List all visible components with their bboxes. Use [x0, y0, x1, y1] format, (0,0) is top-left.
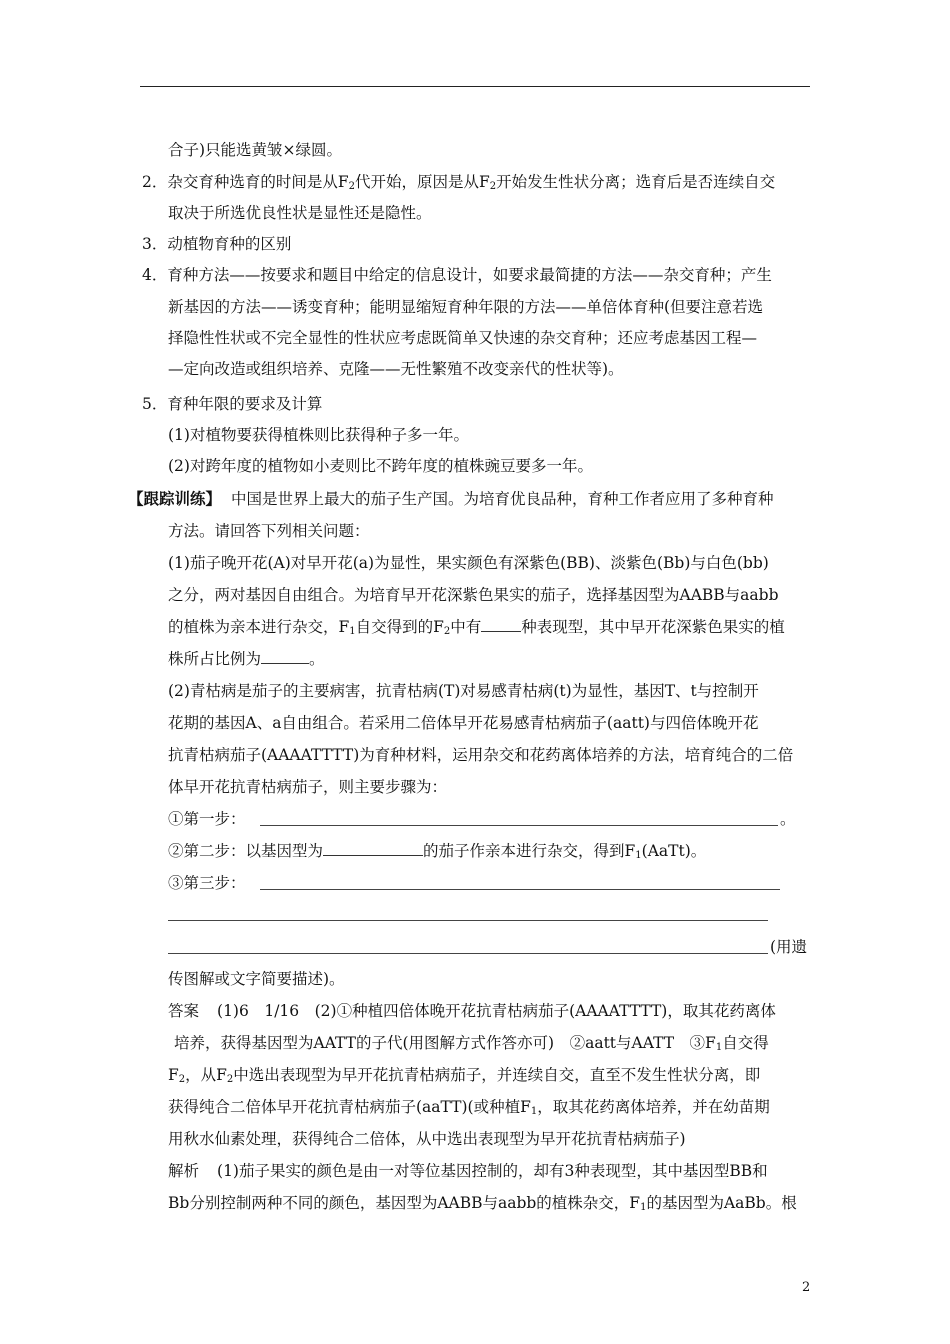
page-number: 2 — [802, 1280, 811, 1295]
text-line: ①第一步： — [168, 810, 246, 828]
answer-blank[interactable] — [323, 841, 423, 856]
text-line: 【跟踪训练】 中国是世界上最大的茄子生产国。为培育优良品种，育种工作者应用了多种育种 — [128, 489, 774, 508]
answer-blank[interactable] — [261, 649, 309, 664]
text-line: 之分，两对基因自由组合。为培育早开花深紫色果实的茄子，选择基因型为AABB与aabb — [168, 586, 779, 604]
text-line: ③第三步： — [168, 874, 246, 892]
text-line: 。 — [780, 810, 796, 828]
text-line: (2)青枯病是茄子的主要病害，抗青枯病(T)对易感青枯病(t)为显性，基因T、t与控制开 — [168, 682, 759, 700]
answer-blank[interactable] — [260, 889, 780, 890]
text-line: 4．育种方法——按要求和题目中给定的信息设计，如要求最简捷的方法——杂交育种；产生 — [142, 266, 772, 284]
header-rule — [140, 86, 810, 87]
text-line: 用秋水仙素处理，获得纯合二倍体，从中选出表现型为早开花抗青枯病茄子) — [168, 1130, 686, 1148]
text-line: 3．动植物育种的区别 — [142, 235, 292, 253]
text-line: (2)对跨年度的植物如小麦则比不跨年度的植株豌豆要多一年。 — [168, 457, 593, 475]
text-line: (1)茄子晚开花(A)对早开花(a)为显性，果实颜色有深紫色(BB)、淡紫色(Bb)与白色(bb) — [168, 554, 769, 572]
exercise-label: 【跟踪训练】 — [128, 489, 222, 508]
text-line: 的植株为亲本进行杂交，$F_1$自交得到的$F_2$中有 种表现型，其中早开花深紫色果实的植 — [168, 618, 785, 637]
answer-blank[interactable] — [481, 617, 521, 632]
text-line: $F_2$，从$F_2$中选出表现型为早开花抗青枯病茄子，并连续自交，直至不发生性状分离，即 — [168, 1066, 761, 1085]
text-line: 花期的基因A、a自由组合。若采用二倍体早开花易感青枯病茄子(aatt)与四倍体晚开花 — [168, 714, 759, 732]
text-line: Bb分别控制两种不同的颜色，基因型为AABB与aabb的植株杂交，$F_1$的基因型为AaBb。根 — [168, 1194, 797, 1213]
answer-blank[interactable] — [168, 953, 768, 954]
analysis-label: 解析 — [168, 1162, 200, 1180]
text-line: 取决于所选优良性状是显性还是隐性。 — [168, 204, 432, 222]
text-line: 新基因的方法——诱变育种；能明显缩短育种年限的方法——单倍体育种(但要注意若选 — [168, 298, 764, 316]
text-line: ②第二步：以基因型为 的茄子作亲本进行杂交，得到$F_1(AaTt)$。 — [168, 842, 707, 861]
text-line: 解析 (1)茄子果实的颜色是由一对等位基因控制的，却有3种表现型，其中基因型BB和 — [168, 1162, 768, 1180]
text-line: 传图解或文字简要描述)。 — [168, 970, 345, 988]
text-line: 答案 (1)6 1/16 (2)①种植四倍体晚开花抗青枯病茄子(AAAATTTT)，取其花药离体 — [168, 1002, 776, 1020]
text-line: 合子)只能选黄皱×绿圆。 — [168, 141, 343, 159]
answer-label: 答案 — [168, 1002, 200, 1020]
text-line: (1)对植物要获得植株则比获得种子多一年。 — [168, 426, 469, 444]
text-line: 培养，获得基因型为AATT的子代(用图解方式作答亦可) ②aatt与AATT $③F_1$自交得 — [174, 1034, 769, 1053]
text-line: 方法。请回答下列相关问题： — [168, 522, 370, 540]
answer-blank[interactable] — [260, 825, 778, 826]
text-line: 体早开花抗青枯病茄子，则主要步骤为： — [168, 778, 448, 796]
answer-blank[interactable] — [168, 920, 768, 921]
text-line: 择隐性性状或不完全显性的性状应考虑既简单又快速的杂交育种；还应考虑基因工程— — [168, 329, 758, 347]
text-line: 株所占比例为 。 — [168, 650, 325, 668]
text-line: 获得纯合二倍体早开花抗青枯病茄子(aaTT)(或种植$F_1$，取其花药离体培养，并在幼苗期 — [168, 1098, 770, 1117]
text-line: 5．育种年限的要求及计算 — [142, 395, 323, 413]
text-line: 抗青枯病茄子(AAAATTTT)为育种材料，运用杂交和花药离体培养的方法，培育纯合的二倍 — [168, 746, 794, 764]
text-line: —定向改造或组织培养、克隆——无性繁殖不改变亲代的性状等)。 — [168, 360, 624, 378]
text-line: (用遗 — [770, 938, 808, 956]
text-line: 2．杂交育种选育的时间是从$F_2$代开始，原因是从$F_2$开始发生性状分离；选育后是否连续自交 — [142, 173, 776, 192]
